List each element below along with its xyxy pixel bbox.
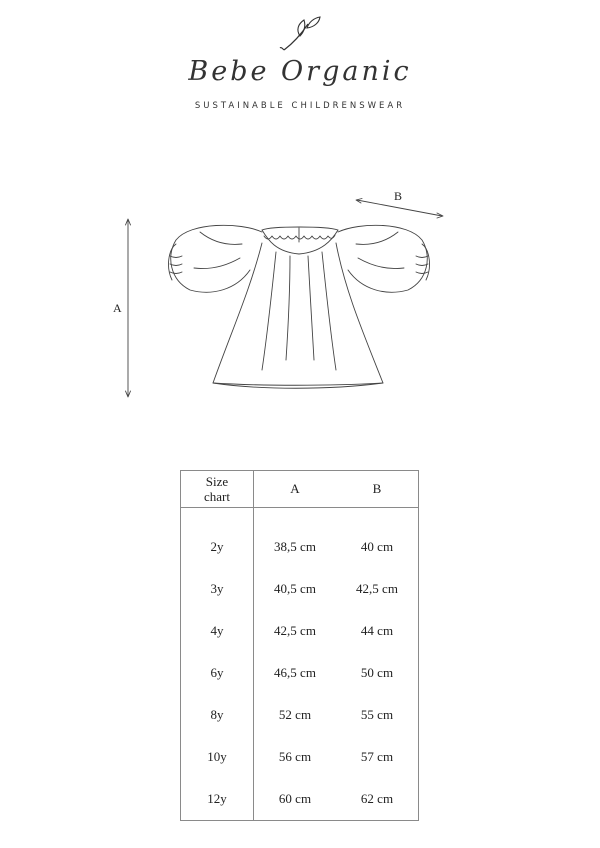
b-cell: 44 cm — [360, 623, 394, 638]
brand-tagline: SUSTAINABLE CHILDRENSWEAR — [194, 101, 406, 111]
table-row — [181, 610, 419, 652]
size-cell: 2y — [181, 526, 254, 568]
size-header-line1: Size — [205, 474, 229, 489]
size-cell: 3y — [181, 568, 254, 610]
a-cell: 38,5 cm — [274, 539, 316, 554]
table-row — [181, 526, 419, 568]
col-a-header: A — [254, 471, 337, 508]
b-cell: 55 cm — [360, 707, 394, 722]
a-cell: 42,5 cm — [274, 623, 316, 638]
brand-name: Bebe Organic — [188, 56, 412, 87]
size-header — [181, 471, 254, 508]
b-cell: 62 cm — [360, 791, 394, 806]
size-cell: 8y — [181, 694, 254, 736]
b-cell: 57 cm — [360, 749, 394, 764]
a-cell: 52 cm — [278, 707, 312, 722]
table-divider — [181, 508, 419, 527]
a-cell: 60 cm — [278, 791, 312, 806]
size-header-line2: chart — [204, 489, 230, 504]
measure-a-label: A — [113, 301, 122, 315]
measure-b-label: B — [394, 189, 403, 203]
table-row — [181, 568, 419, 610]
b-cell: 42,5 cm — [356, 581, 398, 596]
b-cell: 50 cm — [360, 665, 394, 680]
leaf-sprig-icon — [278, 14, 326, 54]
size-cell: 6y — [181, 652, 254, 694]
b-cell: 40 cm — [360, 539, 394, 554]
table-row — [181, 694, 419, 736]
a-cell: 56 cm — [278, 749, 312, 764]
table-row — [181, 778, 419, 821]
puff-sleeve-blouse-drawing — [100, 185, 460, 405]
size-chart-table — [180, 470, 419, 821]
size-cell: 12y — [181, 778, 254, 821]
table-header-row — [181, 471, 419, 508]
col-b-header: B — [336, 471, 419, 508]
table-row — [181, 652, 419, 694]
a-cell: 46,5 cm — [274, 665, 316, 680]
a-cell: 40,5 cm — [274, 581, 316, 596]
table-row — [181, 736, 419, 778]
size-cell: 4y — [181, 610, 254, 652]
size-cell: 10y — [181, 736, 254, 778]
